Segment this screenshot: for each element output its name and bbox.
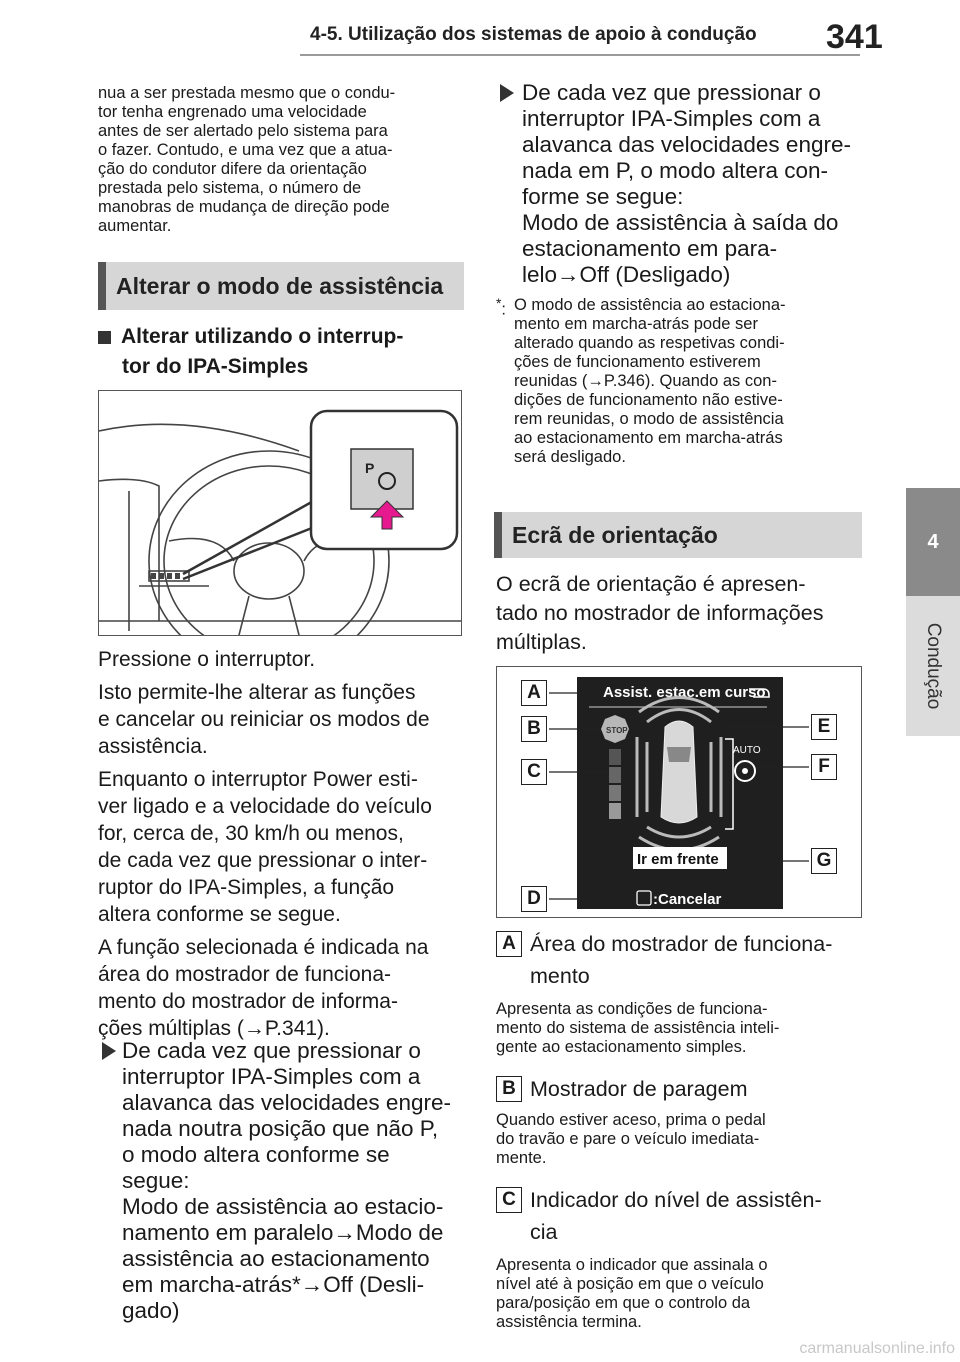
body-line: mento do mostrador de informa-: [98, 990, 398, 1013]
item-letter: A: [496, 931, 522, 957]
body-line: Isto permite-lhe alterar as funções: [98, 681, 416, 704]
intro-line: ção do condutor difere da orientação: [98, 160, 367, 178]
item-title-line: Área do mostrador de funciona-: [530, 932, 833, 956]
intro-paragraph: [98, 84, 468, 236]
body-line: ções múltiplas (→P.341).: [98, 1017, 330, 1040]
auto-display-text: AUTO: [733, 745, 761, 756]
footnote-line: será desligado.: [514, 448, 626, 466]
triangle-bullet-icon: [102, 1042, 116, 1060]
body-line: O ecrã de orientação é apresen-: [496, 572, 806, 596]
item-title-line: Mostrador de paragem: [530, 1077, 748, 1101]
callout-f: F: [811, 754, 837, 780]
body-line: e cancelar ou reiniciar os modos de: [98, 708, 430, 731]
item-b: [496, 1073, 876, 1168]
bullet-line: nada noutra posição que não P,: [122, 1116, 439, 1141]
footnote-line: ções de funcionamento estiverem: [514, 353, 761, 371]
parking-switch-label: P: [365, 460, 375, 476]
body-line: for, cerca de, 30 km/h ou menos,: [98, 822, 404, 845]
bullet-line: alavanca das velocidades engre-: [122, 1090, 451, 1115]
item-desc-line: Apresenta as condições de funciona-: [496, 1000, 768, 1018]
footnote-mark: *: [496, 296, 502, 311]
bullet-line: em marcha-atrás*→Off (Desli-: [122, 1272, 425, 1297]
bullet-line: gado): [122, 1298, 180, 1323]
bullet-line: interruptor IPA-Simples com a: [522, 106, 821, 131]
item-desc-line: Apresenta o indicador que assinala o: [496, 1256, 768, 1274]
intro-line: antes de ser alertado pelo sistema para: [98, 122, 388, 140]
subheading-line: tor do IPA-Simples: [122, 355, 309, 378]
screen-status-text: Assist. estac.em curso: [603, 684, 766, 701]
bullet-line: nada em P, o modo altera con-: [522, 158, 829, 183]
item-c: [496, 1184, 876, 1332]
bullet-line: namento em paralelo→Modo de: [122, 1220, 444, 1245]
item-desc-line: mente.: [496, 1149, 547, 1167]
watermark: carmanualsonline.info: [799, 1340, 955, 1357]
header-rule: [300, 54, 860, 56]
bullet-line: segue:: [122, 1168, 190, 1193]
body-paragraph: [98, 646, 468, 673]
bullet-park: [496, 80, 876, 288]
section-heading-change-mode: [98, 262, 464, 310]
callout-d: D: [521, 886, 547, 912]
item-desc-line: Quando estiver aceso, prima o pedal: [496, 1111, 766, 1129]
cancel-text: :Cancelar: [653, 891, 722, 908]
footnote-line: mento em marcha-atrás pode ser: [514, 315, 758, 333]
item-title-line: cia: [530, 1220, 558, 1244]
item-title-line: mento: [530, 964, 590, 988]
footnote-line: O modo de assistência ao estaciona-: [514, 296, 786, 314]
body-line: área do mostrador de funciona-: [98, 963, 392, 986]
left-body-text: [98, 646, 468, 1048]
body-line: Pressione o interruptor.: [98, 648, 316, 671]
footnote-line: alterado quando as respetivas condi-: [514, 334, 785, 352]
guidance-screen-drawing: [497, 667, 861, 917]
guidance-screen-illustration: [496, 666, 862, 918]
body-line: tado no mostrador de informações: [496, 601, 824, 625]
dashboard-drawing: [99, 391, 461, 635]
bullet-line: assistência ao estacionamento: [122, 1246, 430, 1271]
chapter-tab-text: Condução: [923, 622, 944, 710]
body-line: múltiplas.: [496, 630, 587, 654]
item-desc-line: nível até à posição em que o veículo: [496, 1275, 764, 1293]
chapter-tab-number: 4: [906, 488, 960, 596]
bullet-line: alavanca das velocidades engre-: [522, 132, 851, 157]
item-letter: B: [496, 1076, 522, 1102]
intro-line: o fazer. Contudo, e uma vez que a atua-: [98, 141, 393, 159]
item-title-line: Indicador do nível de assistên-: [530, 1188, 822, 1212]
triangle-bullet-icon: [500, 84, 514, 102]
callout-a: A: [521, 680, 547, 706]
body-line: Enquanto o interruptor Power esti-: [98, 768, 418, 791]
item-desc-line: do travão e pare o veículo imediata-: [496, 1130, 760, 1148]
footnote-line: rem reunidas, o modo de assistência: [514, 410, 784, 428]
body-paragraph: [98, 934, 468, 1042]
footnote-line: dições de funcionamento não estive-: [514, 391, 783, 409]
subheading: [98, 322, 468, 382]
chapter-title: 4-5. Utilização dos sistemas de apoio à condução: [310, 24, 757, 45]
intro-line: nua a ser prestada mesmo que o condu-: [98, 84, 396, 102]
bullet-line: interruptor IPA-Simples com a: [122, 1064, 421, 1089]
body-line: ver ligado e a velocidade do veículo: [98, 795, 432, 818]
bullet-line: o modo altera conforme se: [122, 1142, 390, 1167]
section-heading-text: Ecrã de orientação: [512, 521, 718, 548]
body-line: assistência.: [98, 735, 208, 758]
intro-line: aumentar.: [98, 217, 172, 235]
bullet-line: lelo→Off (Desligado): [522, 262, 731, 287]
footnote: *: O modo de assistência ao estaciona- mento em marcha-atrás pode ser alterado quando as respetivas condi- ções de funcionamento estiverem reunidas (→P.346). Quando as con- dições de funcionamento não estive- rem reunidas, o modo de assistência ao estacionamento em marcha-atrás será desligado.: [496, 294, 866, 467]
body-line: de cada vez que pressionar o inter-: [98, 849, 428, 872]
bullet-line: De cada vez que pressionar o: [522, 80, 821, 105]
body-line: altera conforme se segue.: [98, 903, 341, 926]
body-paragraph: [98, 766, 468, 928]
item-desc-line: mento do sistema de assistência inteli-: [496, 1019, 780, 1037]
bullet-line: Modo de assistência à saída do: [522, 210, 839, 235]
dashboard-illustration: [98, 390, 462, 636]
body-line: A função selecionada é indicada na: [98, 936, 429, 959]
chapter-tab-label: [906, 596, 960, 736]
item-desc-line: gente ao estacionamento simples.: [496, 1038, 747, 1056]
body-paragraph: [98, 679, 468, 760]
bullet-line: De cada vez que pressionar o: [122, 1038, 421, 1063]
forward-instruction-text: Ir em frente: [637, 851, 719, 868]
bullet-line: Modo de assistência ao estacio-: [122, 1194, 444, 1219]
callout-e: E: [811, 714, 837, 740]
intro-line: manobras de mudança de direção pode: [98, 198, 390, 216]
bullet-line: estacionamento em para-: [522, 236, 778, 261]
item-a: [496, 928, 876, 1057]
callout-g: G: [811, 848, 837, 874]
section-heading-text: Alterar o modo de assistência: [116, 272, 444, 299]
subheading-line: Alterar utilizando o interrup-: [121, 325, 404, 348]
square-bullet-icon: [98, 331, 111, 344]
intro-line: prestada pelo sistema, o número de: [98, 179, 362, 197]
footnote-line: ao estacionamento em marcha-atrás: [514, 429, 783, 447]
item-letter: C: [496, 1187, 522, 1213]
callout-c: C: [521, 759, 547, 785]
item-desc-line: assistência termina.: [496, 1313, 642, 1331]
body-line: ruptor do IPA-Simples, a função: [98, 876, 395, 899]
intro-line: tor tenha engrenado uma velocidade: [98, 103, 367, 121]
footnote-line: reunidas (→P.346). Quando as con-: [514, 372, 777, 390]
callout-b: B: [521, 716, 547, 742]
section-heading-guidance-screen: [494, 512, 862, 558]
bullet-line: forme se segue:: [522, 184, 684, 209]
stop-display-text: STOP: [606, 726, 628, 735]
bullet-not-park: [98, 1038, 478, 1324]
page-number: 341: [826, 18, 883, 56]
guidance-paragraph: [496, 570, 872, 657]
item-desc-line: para/posição em que o controlo da: [496, 1294, 751, 1312]
